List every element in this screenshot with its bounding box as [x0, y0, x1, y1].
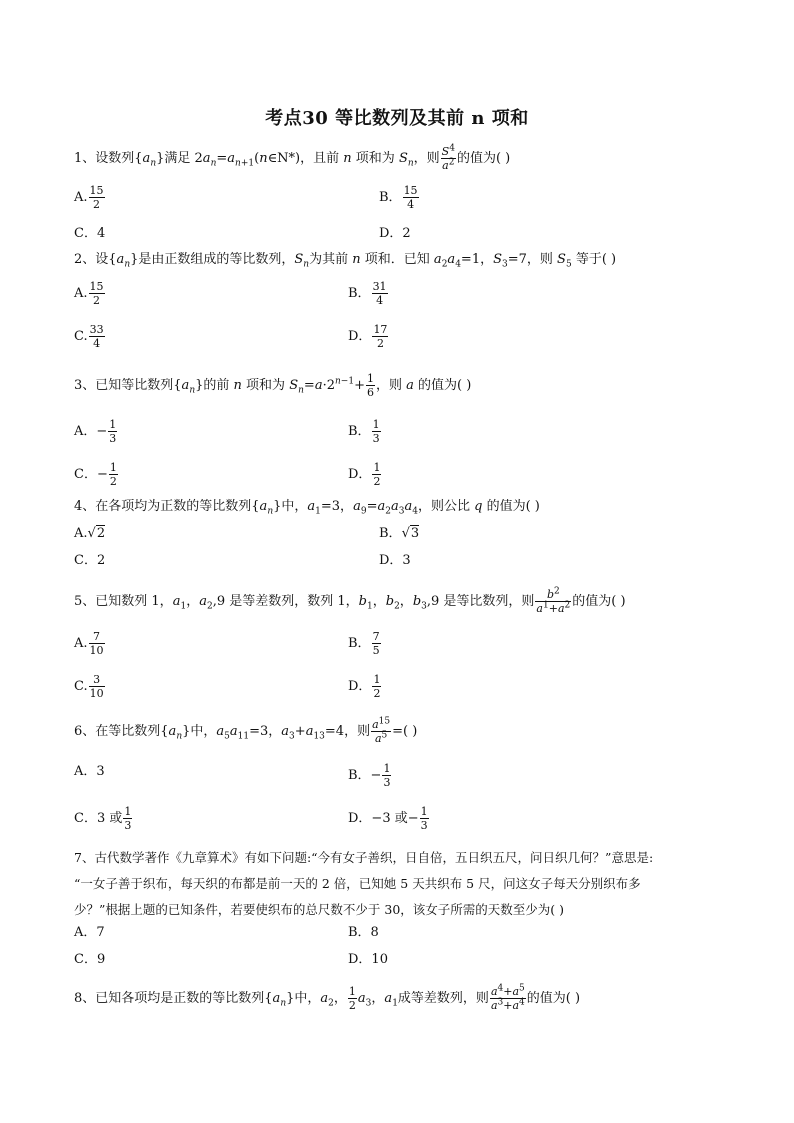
q1-option-b[interactable]	[379, 184, 420, 211]
q5-text: 5、已知数列 1，	[74, 594, 173, 609]
q7-line: 7、古代数学著作《九章算术》有如下问题:“今有女子善织，日自倍，五日织五尺，问日织几何？”意思是:	[74, 850, 654, 865]
option-label: B．	[379, 526, 402, 541]
denominator: 3	[383, 776, 391, 789]
denominator: 6	[366, 386, 374, 399]
q5-option-b[interactable]	[348, 630, 382, 657]
q2-text: 项和．已知	[364, 252, 430, 267]
q3-text: 3、已知等比数列{	[74, 378, 182, 393]
q7-line: “一女子善于织布，每天织的布都是前一天的 2 倍，已知她 5 天共织布 5 尺，问这女子每天分别织布多	[74, 876, 641, 891]
option-label: B．	[379, 190, 402, 205]
option-label: D．	[348, 467, 372, 482]
option-label: C．−	[74, 467, 108, 482]
q8-text: 的值为( )	[526, 991, 581, 1006]
q5-text: ，	[186, 594, 200, 609]
numerator: 1	[124, 805, 132, 818]
numerator: 1	[372, 418, 380, 431]
option-label: A.	[74, 286, 88, 301]
numerator: 1	[366, 372, 374, 385]
q4-option-a[interactable]: A.√2	[74, 526, 106, 541]
option-label: C.	[74, 329, 88, 344]
q2-option-d[interactable]	[348, 323, 389, 350]
option-label: A.	[74, 636, 88, 651]
q1-text: 满足 2	[164, 151, 203, 166]
numerator: 1	[109, 418, 117, 431]
q3-text: ，则	[375, 378, 402, 393]
q4-text: ，则公比	[417, 499, 470, 514]
option-label: A.	[74, 526, 88, 541]
question-5: 5、已知数列 1，$a_1$，$a_2,9$ 是等差数列，数列 1，$b_1$，$b_2$，$b_3,9$ 是等比数列，则 $\frac{b^2}{a^1+a^2}$ 的值为( )	[74, 586, 626, 615]
option-label: B．	[348, 424, 371, 439]
q1-text: 1、设数列{	[74, 151, 143, 166]
option-label: B．−	[348, 768, 382, 783]
q4-text: =3，	[320, 499, 354, 514]
option-label: A．−	[74, 424, 108, 439]
q5-text: ,9 是等比数列，则	[426, 594, 535, 609]
q8-text: }中，	[286, 991, 321, 1006]
q1-text: 项和为	[355, 151, 395, 166]
q2-text: =7，则	[507, 252, 553, 267]
denominator: 2	[376, 337, 384, 350]
denominator: 4	[376, 294, 384, 307]
q1-fraction: $\frac{S^4}{a^2}$	[441, 143, 455, 172]
q3-option-d[interactable]	[348, 461, 382, 488]
q6-option-a[interactable]: A．3	[74, 764, 105, 779]
q6-text: =4，则	[324, 724, 371, 739]
denominator: 10	[89, 644, 104, 657]
option-label: A.	[74, 190, 88, 205]
q8-text: ，	[371, 991, 385, 1006]
q2-text: }是由正数组成的等比数列，	[130, 252, 295, 267]
q3-text: 的值为( )	[418, 378, 472, 393]
option-label: D．	[348, 679, 372, 694]
q6-option-b[interactable]	[348, 762, 392, 789]
question-6: 6、在等比数列$\{a_n\}$中，$a_5a_{11}=3$，$a_3+a_{13}=4$，则 $\frac{a^{15}}{a^5}$ =( )	[74, 716, 418, 745]
q5-text: ,9 是等差数列，数列 1，	[212, 594, 359, 609]
q2-option-c[interactable]	[74, 323, 106, 350]
numerator: 17	[373, 323, 388, 336]
q4-text: 4、在各项均为正数的等比数列{	[74, 499, 260, 514]
q1-text: ∈N*)，且前	[267, 151, 340, 166]
numerator: 15	[89, 280, 104, 293]
q1-option-a[interactable]	[74, 184, 106, 211]
q6-text: =3，	[249, 724, 282, 739]
q8-text: 8、已知各项均是正数的等比数列{	[74, 991, 273, 1006]
q1-text: 的值为( )	[456, 151, 511, 166]
q6-option-d[interactable]	[348, 805, 430, 832]
q5-option-c[interactable]	[74, 673, 106, 700]
radicand: 3	[410, 526, 420, 541]
numerator: 3	[89, 673, 105, 687]
q3-text: +	[354, 378, 365, 393]
q3-text: ·2	[322, 378, 335, 393]
q3-option-b[interactable]	[348, 418, 382, 445]
numerator: 1	[348, 985, 356, 998]
question-7	[74, 845, 734, 923]
q1-option-c[interactable]: C．4	[74, 226, 106, 241]
option-label: C.	[74, 679, 88, 694]
numerator: 1	[373, 461, 381, 474]
q2-option-a[interactable]	[74, 280, 106, 307]
page-title: 考点30 等比数列及其前 n 项和	[265, 108, 529, 129]
option-label: D．−3 或−	[348, 811, 419, 826]
q2-option-b[interactable]	[348, 280, 389, 307]
q4-option-b[interactable]: B．√3	[379, 526, 420, 541]
q3-option-c[interactable]	[74, 461, 119, 488]
question-8: 8、已知各项均是正数的等比数列$\{a_n\}$中，$a_2$， $\frac{1}{2}$ $a_3$，$a_1$成等差数列，则 $\frac{a^4+a^5}{a^3+a^4}$ 的值为( )	[74, 983, 581, 1012]
question-4: 4、在各项均为正数的等比数列$\{a_n\}$中，$a_1=3$，$a_9=a_2a_3a_4$，则公比 q 的值为( )	[74, 499, 540, 517]
q3-text: }的前	[195, 378, 230, 393]
q8-text: 成等差数列，则	[397, 991, 489, 1006]
numerator: 1	[420, 805, 428, 818]
denominator: 2	[373, 687, 381, 700]
q5-option-d[interactable]	[348, 673, 382, 700]
denominator: 2	[109, 475, 117, 488]
q4-option-d[interactable]: D．3	[379, 553, 411, 568]
q4-text: 的值为( )	[486, 499, 540, 514]
q3-option-a[interactable]	[74, 418, 118, 445]
question-2: 2、设$\{a_n\}$是由正数组成的等比数列，$S_n$为其前 n 项和．已知 $a_2a_4=1$，$S_3=7$，则 $S_5$ 等于( )	[74, 252, 617, 270]
q1-text: (	[254, 151, 260, 166]
option-label: B．	[348, 636, 371, 651]
numerator: 31	[372, 280, 387, 293]
numerator: 1	[383, 762, 391, 775]
denominator: 5	[372, 644, 380, 657]
denominator: 3	[109, 432, 117, 445]
numerator: 1	[373, 673, 381, 686]
q2-text: =1，	[460, 252, 494, 267]
denominator: 2	[373, 475, 381, 488]
q2-text: 为其前	[309, 252, 349, 267]
q1-option-d[interactable]: D．2	[379, 226, 411, 241]
q7-line: 少？”根据上题的已知条件，若要使织布的总尺数不少于 30，该女子所需的天数至少为( )	[74, 902, 564, 917]
denominator: 4	[407, 198, 415, 211]
denominator: 3	[372, 432, 380, 445]
q6-text: 6、在等比数列{	[74, 724, 169, 739]
question-3: 3、已知等比数列$\{a_n\}$的前 n 项和为 $S_n=a\cdot 2^{n-1}+$ $\frac{1}{6}$ ，则 a 的值为( )	[74, 372, 472, 399]
q4-option-c[interactable]: C．2	[74, 553, 106, 568]
q6-option-c[interactable]	[74, 805, 133, 832]
numerator: 7	[89, 630, 105, 644]
denominator: 4	[93, 337, 101, 350]
q7-option-a[interactable]: A．7	[74, 925, 105, 940]
numerator: 15	[89, 184, 104, 197]
q5-option-a[interactable]	[74, 630, 106, 657]
denominator: 2	[93, 198, 101, 211]
q3-text: 项和为	[246, 378, 286, 393]
q7-option-c[interactable]: C．9	[74, 952, 106, 967]
option-label: C．3 或	[74, 811, 123, 826]
q2-text: 等于( )	[575, 252, 617, 267]
q4-text: }中，	[273, 499, 308, 514]
numerator: 33	[89, 323, 104, 336]
q7-option-d[interactable]: D．10	[348, 952, 388, 967]
denominator: 2	[348, 999, 356, 1012]
denominator: 3	[124, 819, 132, 832]
option-label: D．	[348, 329, 372, 344]
radicand: 2	[96, 526, 106, 541]
denominator: 10	[89, 687, 104, 700]
numerator: 7	[372, 630, 380, 643]
option-label: B．	[348, 286, 371, 301]
question-1: 1、设数列$\{a_n\}$满足 $2a_n=a_{n+1}(n\in N*)$，且前 n 项和为 $S_n$，则 $\frac{S^4}{a^2}$ 的值为( )	[74, 143, 511, 172]
q5-text: 的值为( )	[572, 594, 626, 609]
q1-text: ，则	[413, 151, 440, 166]
q6-text: }中，	[182, 724, 217, 739]
q2-text: 2、设{	[74, 252, 117, 267]
q6-text: =( )	[392, 724, 418, 739]
numerator: 1	[109, 461, 117, 474]
denominator: 3	[420, 819, 428, 832]
numerator: 15	[403, 184, 418, 197]
q7-option-b[interactable]: B．8	[348, 925, 379, 940]
denominator: 2	[93, 294, 101, 307]
